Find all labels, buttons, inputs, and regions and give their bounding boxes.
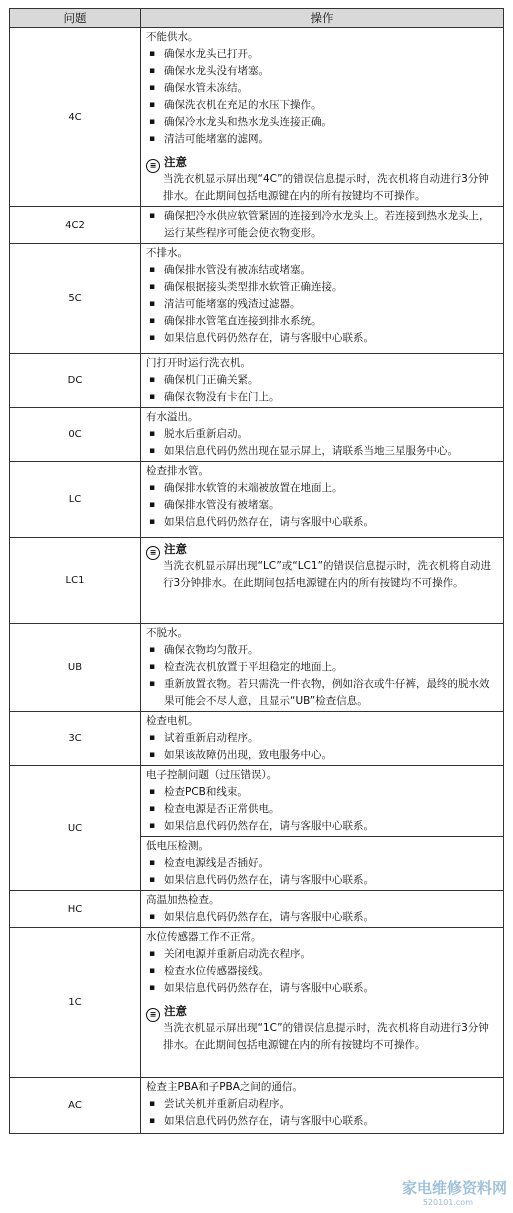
note-text: 当洗衣机显示屏出现“4C”的错误信息提示时，洗衣机将自动进行3分钟排水。在此期间包括电源键在内的所有按键均不可操作。 xyxy=(163,173,489,202)
table-row xyxy=(10,408,504,462)
error-code-cell: HC xyxy=(10,891,141,928)
table-row xyxy=(10,244,504,354)
action-heading: 检查电机。 xyxy=(146,715,199,727)
note-label: 注意 xyxy=(164,155,187,169)
action-heading: 电子控制问题（过压错误）。 xyxy=(146,769,278,781)
note-icon: ≡ xyxy=(146,1008,160,1022)
bullet-item: ▪ 如果信息代码仍然存在，请与客服中心联系。 xyxy=(146,514,499,531)
bullet-item: ▪ 确保根据接头类型排水软管正确连接。 xyxy=(146,279,499,296)
error-code-cell: LC1 xyxy=(10,538,141,624)
bullet-item: ▪ 如果该故障仍出现，致电服务中心。 xyxy=(146,747,499,764)
error-code-cell: 4C2 xyxy=(10,207,141,244)
table-row xyxy=(10,1078,504,1134)
bullet-item: ▪ 如果信息代码仍然出现在显示屏上，请联系当地三星服务中心。 xyxy=(146,443,499,460)
bullet-item: ▪ 如果信息代码仍然存在，请与客服中心联系。 xyxy=(146,980,499,997)
error-code-cell: 0C xyxy=(10,408,141,462)
action-cell xyxy=(141,462,504,538)
table-row xyxy=(10,207,504,244)
note-icon: ≡ xyxy=(146,546,160,560)
note-text: 当洗衣机显示屏出现“1C”的错误信息提示时，洗衣机将自动进行3分钟排水。在此期间包括电源键在内的所有按键均不可操作。 xyxy=(163,1022,489,1051)
error-code-cell: 4C xyxy=(10,28,141,207)
bullet-item: ▪ 检查PCB和线束。 xyxy=(146,784,499,801)
table-row xyxy=(10,712,504,766)
action-cell xyxy=(141,928,504,1078)
bullet-item: ▪ 如果信息代码仍然存在，请与客服中心联系。 xyxy=(146,1113,499,1130)
error-code-cell: LC xyxy=(10,462,141,538)
note-heading xyxy=(146,153,499,171)
bullet-item: ▪ 试着重新启动程序。 xyxy=(146,730,499,747)
action-cell xyxy=(141,207,504,244)
bullet-item: ▪ 检查电源是否正常供电。 xyxy=(146,801,499,818)
note-heading xyxy=(146,1002,499,1020)
bullet-item: ▪ 确保排水管笔直连接到排水系统。 xyxy=(146,313,499,330)
action-column-header: 操作 xyxy=(141,9,504,28)
bullet-item: ▪ 确保洗衣机在充足的水压下操作。 xyxy=(146,97,499,114)
error-code-cell: UC xyxy=(10,766,141,891)
bullet-item: ▪ 确保水龙头没有堵塞。 xyxy=(146,63,499,80)
bullet-item: ▪ 确保排水软管的末端被放置在地面上。 xyxy=(146,480,499,497)
action-cell xyxy=(141,28,504,207)
note-label: 注意 xyxy=(164,542,187,556)
table-row xyxy=(10,928,504,1078)
table-row xyxy=(10,624,504,712)
action-cell xyxy=(141,624,504,712)
bullet-item: ▪ 确保机门正确关紧。 xyxy=(146,372,499,389)
table-row xyxy=(10,766,504,837)
watermark-url: 520101.com xyxy=(422,1198,473,1207)
action-cell xyxy=(141,712,504,766)
bullet-item: ▪ 确保排水管没有被冻结或堵塞。 xyxy=(146,262,499,279)
action-cell xyxy=(141,1078,504,1134)
action-cell xyxy=(141,408,504,462)
bullet-item: ▪ 确保水管未冻结。 xyxy=(146,80,499,97)
bullet-item: ▪ 确保水龙头已打开。 xyxy=(146,46,499,63)
action-heading: 高温加热检查。 xyxy=(146,894,220,906)
note-text: 当洗衣机显示屏出现“LC”或“LC1”的错误信息提示时，洗衣机将自动进行3分钟排水。在此期间包括电源键在内的所有按键均不可操作。 xyxy=(163,560,491,589)
bullet-item: ▪ 清洁可能堵塞的滤网。 xyxy=(146,131,499,148)
action-cell xyxy=(141,891,504,928)
action-heading: 不能供水。 xyxy=(146,31,199,43)
bullet-item: ▪ 检查洗衣机放置于平坦稳定的地面上。 xyxy=(146,659,499,676)
error-code-cell: 1C xyxy=(10,928,141,1078)
table-row xyxy=(10,462,504,538)
bullet-item: ▪ 确保衣物没有卡在门上。 xyxy=(146,389,499,406)
note-heading xyxy=(146,540,499,558)
table-row xyxy=(10,354,504,408)
action-heading: 低电压检测。 xyxy=(146,840,209,852)
action-heading: 检查排水管。 xyxy=(146,465,209,477)
table-body xyxy=(10,28,504,1134)
table-row xyxy=(10,891,504,928)
bullet-item: ▪ 重新放置衣物。若只需洗一件衣物，例如浴衣或牛仔裤，最终的脱水效果可能会不尽人意，且显示“UB”检查信息。 xyxy=(146,676,499,710)
action-cell xyxy=(141,538,504,624)
bullet-item: ▪ 确保衣物均匀散开。 xyxy=(146,642,499,659)
table-row xyxy=(10,538,504,624)
watermark-logo: 家电维修资料网 xyxy=(401,1179,507,1197)
note-label: 注意 xyxy=(164,1004,187,1018)
action-heading: 门打开时运行洗衣机。 xyxy=(146,357,251,369)
table-header-row xyxy=(10,9,504,28)
error-code-cell: 3C xyxy=(10,712,141,766)
action-heading: 有水溢出。 xyxy=(146,411,199,423)
action-heading: 水位传感器工作不正常。 xyxy=(146,931,262,943)
bullet-item: ▪ 如果信息代码仍然存在，请与客服中心联系。 xyxy=(146,872,499,889)
bullet-item: ▪ 如果信息代码仍然存在，请与客服中心联系。 xyxy=(146,818,499,835)
action-cell xyxy=(141,766,504,837)
action-cell xyxy=(141,244,504,354)
error-code-cell: DC xyxy=(10,354,141,408)
problem-column-header: 问题 xyxy=(10,9,141,28)
action-heading: 不脱水。 xyxy=(146,627,188,639)
action-cell xyxy=(141,837,504,891)
table-row xyxy=(10,28,504,207)
bullet-item: ▪ 如果信息代码仍然存在，请与客服中心联系。 xyxy=(146,330,499,347)
error-code-cell: AC xyxy=(10,1078,141,1134)
error-code-table xyxy=(9,8,504,1134)
bullet-item: ▪ 如果信息代码仍然存在，请与客服中心联系。 xyxy=(146,909,499,926)
bullet-item: ▪ 检查水位传感器接线。 xyxy=(146,963,499,980)
bullet-item: ▪ 脱水后重新启动。 xyxy=(146,426,499,443)
error-code-cell: 5C xyxy=(10,244,141,354)
action-cell xyxy=(141,354,504,408)
bullet-item: ▪ 检查电源线是否插好。 xyxy=(146,855,499,872)
action-heading: 检查主PBA和子PBA之间的通信。 xyxy=(146,1081,303,1093)
bullet-item: ▪ 关闭电源并重新启动洗衣程序。 xyxy=(146,946,499,963)
bullet-item: ▪ 确保排水管没有被堵塞。 xyxy=(146,497,499,514)
bullet-item: ▪ 确保冷水龙头和热水龙头连接正确。 xyxy=(146,114,499,131)
bullet-item: ▪ 清洁可能堵塞的残渣过滤器。 xyxy=(146,296,499,313)
bullet-item: ▪ 尝试关机并重新启动程序。 xyxy=(146,1096,499,1113)
error-code-cell: UB xyxy=(10,624,141,712)
bullet-item: ▪ 确保把冷水供应软管紧固的连接到冷水龙头上。若连接到热水龙头上，运行某些程序可能会使衣物变形。 xyxy=(146,208,499,242)
action-heading: 不排水。 xyxy=(146,247,188,259)
note-icon: ≡ xyxy=(146,159,160,173)
